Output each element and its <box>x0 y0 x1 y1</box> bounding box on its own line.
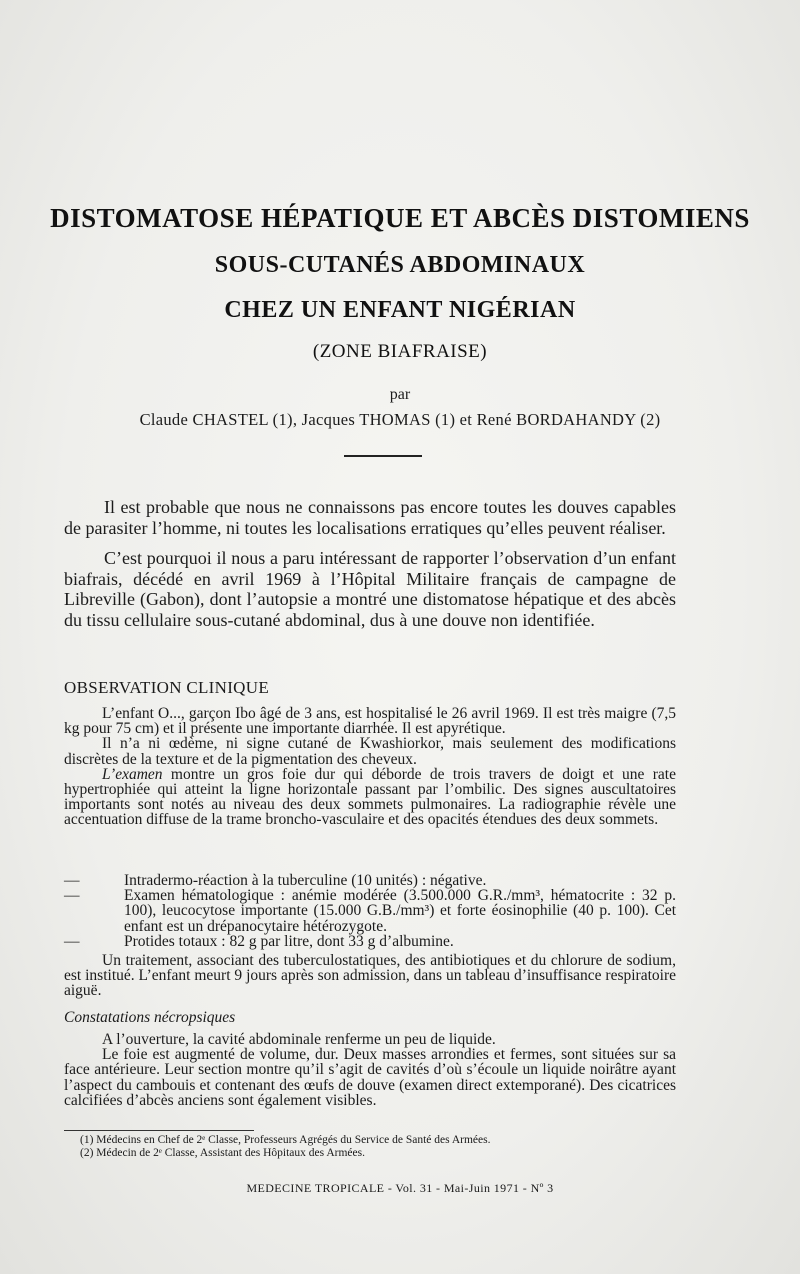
title-subtitle: (ZONE BIAFRAISE) <box>312 341 488 362</box>
necropsy-paragraph-1: A l’ouverture, la cavité abdominale renferme un peu de liquide. <box>102 1031 496 1048</box>
subsection-heading: Constatations nécropsiques <box>64 1009 236 1026</box>
necropsy-paragraph-2: Le foie est augmenté de volume, dur. Deux masses arrondies et fermes, sont situées sur sa face antérieure. Leur section montre qu’il s’agit de cavités d’où s’écoule un liquide noirâtre ayant l’aspect du cambouis et contenant des œufs de douve (examen direct extemporané). Des cicatrices calcifiées d’abcès anciens sont également visibles. <box>64 1046 676 1109</box>
obs-paragraph-1: L’enfant O..., garçon Ibo âgé de 3 ans, est hospitalisé le 26 avril 1969. Il est très maigre (7,5 kg pour 75 cm) et il présente une importante diarrhée. Il est apyrétique. <box>64 705 676 738</box>
exam-text: montre un gros foie dur qui déborde de trois travers de doigt et une rate hypertrophiée qui atteint la ligne horizontale passant par l’ombilic. Des signes auscultatoires importants sont notés au niveau des deux sommets pulmonaires. La radiographie révèle une accentuation diffuse de la trame broncho-vasculaire et des opacités étendues des deux sommets. <box>64 765 676 829</box>
intro-paragraph-2: C’est pourquoi il nous a paru intéressant de rapporter l’observation d’un enfant biafrais, décédé en avril 1969 à l’Hôpital Militaire français de campagne de Libreville (Gabon), dont l’autopsie a montré une distomatose hépatique et des abcès du tissu cellulaire sous-cutané abdominal, dus à une douve non identifiée. <box>64 548 676 630</box>
title-divider <box>344 455 422 457</box>
section-body-treatment <box>64 953 676 999</box>
byline-par: par <box>389 386 411 403</box>
title-line-2: SOUS-CUTANÉS ABDOMINAUX <box>214 252 586 278</box>
section-heading: OBSERVATION CLINIQUE <box>64 678 270 697</box>
section-body-necropsy <box>64 1032 676 1108</box>
list-item-text: Examen hématologique : anémie modérée (3.500.000 G.R./mm³, hématocrite : 32 p. 100), leucocytose importante (15.000 G.B./mm³) et forte éosinophilie (40 p. 100). Cet enfant est un drépanocytaire hétérozygote. <box>124 887 676 935</box>
dash-marker: — <box>64 887 80 905</box>
footnote-divider <box>64 1130 254 1131</box>
obs-paragraph-4: Un traitement, associant des tuberculostatiques, des antibiotiques et du chlorure de sodium, est institué. L’enfant meurt 9 jours après son admission, dans un tableau d’insuffisance respiratoire aiguë. <box>64 952 676 1000</box>
journal-footer: MEDECINE TROPICALE - Vol. 31 - Mai-Juin 1971 - Nº 3 <box>246 1181 554 1195</box>
list-item <box>64 873 676 888</box>
footnote-2: (2) Médecin de 2ᵉ Classe, Assistant des Hôpitaux des Armées. <box>80 1146 365 1159</box>
obs-paragraph-3 <box>64 767 676 828</box>
title-line-1: DISTOMATOSE HÉPATIQUE ET ABCÈS DISTOMIENS <box>50 203 750 233</box>
authors-line: Claude CHASTEL (1), Jacques THOMAS (1) et René BORDAHANDY (2) <box>139 410 661 429</box>
section-body-top <box>64 706 676 828</box>
title-line-3: CHEZ UN ENFANT NIGÉRIAN <box>224 297 576 323</box>
list-item <box>64 888 676 934</box>
obs-paragraph-2: Il n’a ni œdème, ni signe cutané de Kwashiorkor, mais seulement des modifications discrètes de la texture et de la pigmentation des cheveux. <box>64 735 676 768</box>
footnotes <box>80 1134 490 1159</box>
list-item <box>64 934 676 949</box>
intro-paragraph-1: Il est probable que nous ne connaissons pas encore toutes les douves capables de parasiter l’homme, ni toutes les localisations erratiques qu’elles peuvent réaliser. <box>64 497 676 538</box>
dash-list <box>64 873 676 949</box>
list-item-text: Protides totaux : 82 g par litre, dont 33 g d’albumine. <box>124 932 454 950</box>
dash-marker: — <box>64 932 80 950</box>
intro-block <box>64 497 676 630</box>
footnote-1: (1) Médecins en Chef de 2ᵉ Classe, Professeurs Agrégés du Service de Santé des Armées. <box>80 1134 491 1146</box>
dash-marker: — <box>64 872 80 889</box>
list-item-text: Intradermo-réaction à la tuberculine (10 unités) : négative. <box>124 872 487 889</box>
exam-label: L’examen <box>102 765 163 783</box>
